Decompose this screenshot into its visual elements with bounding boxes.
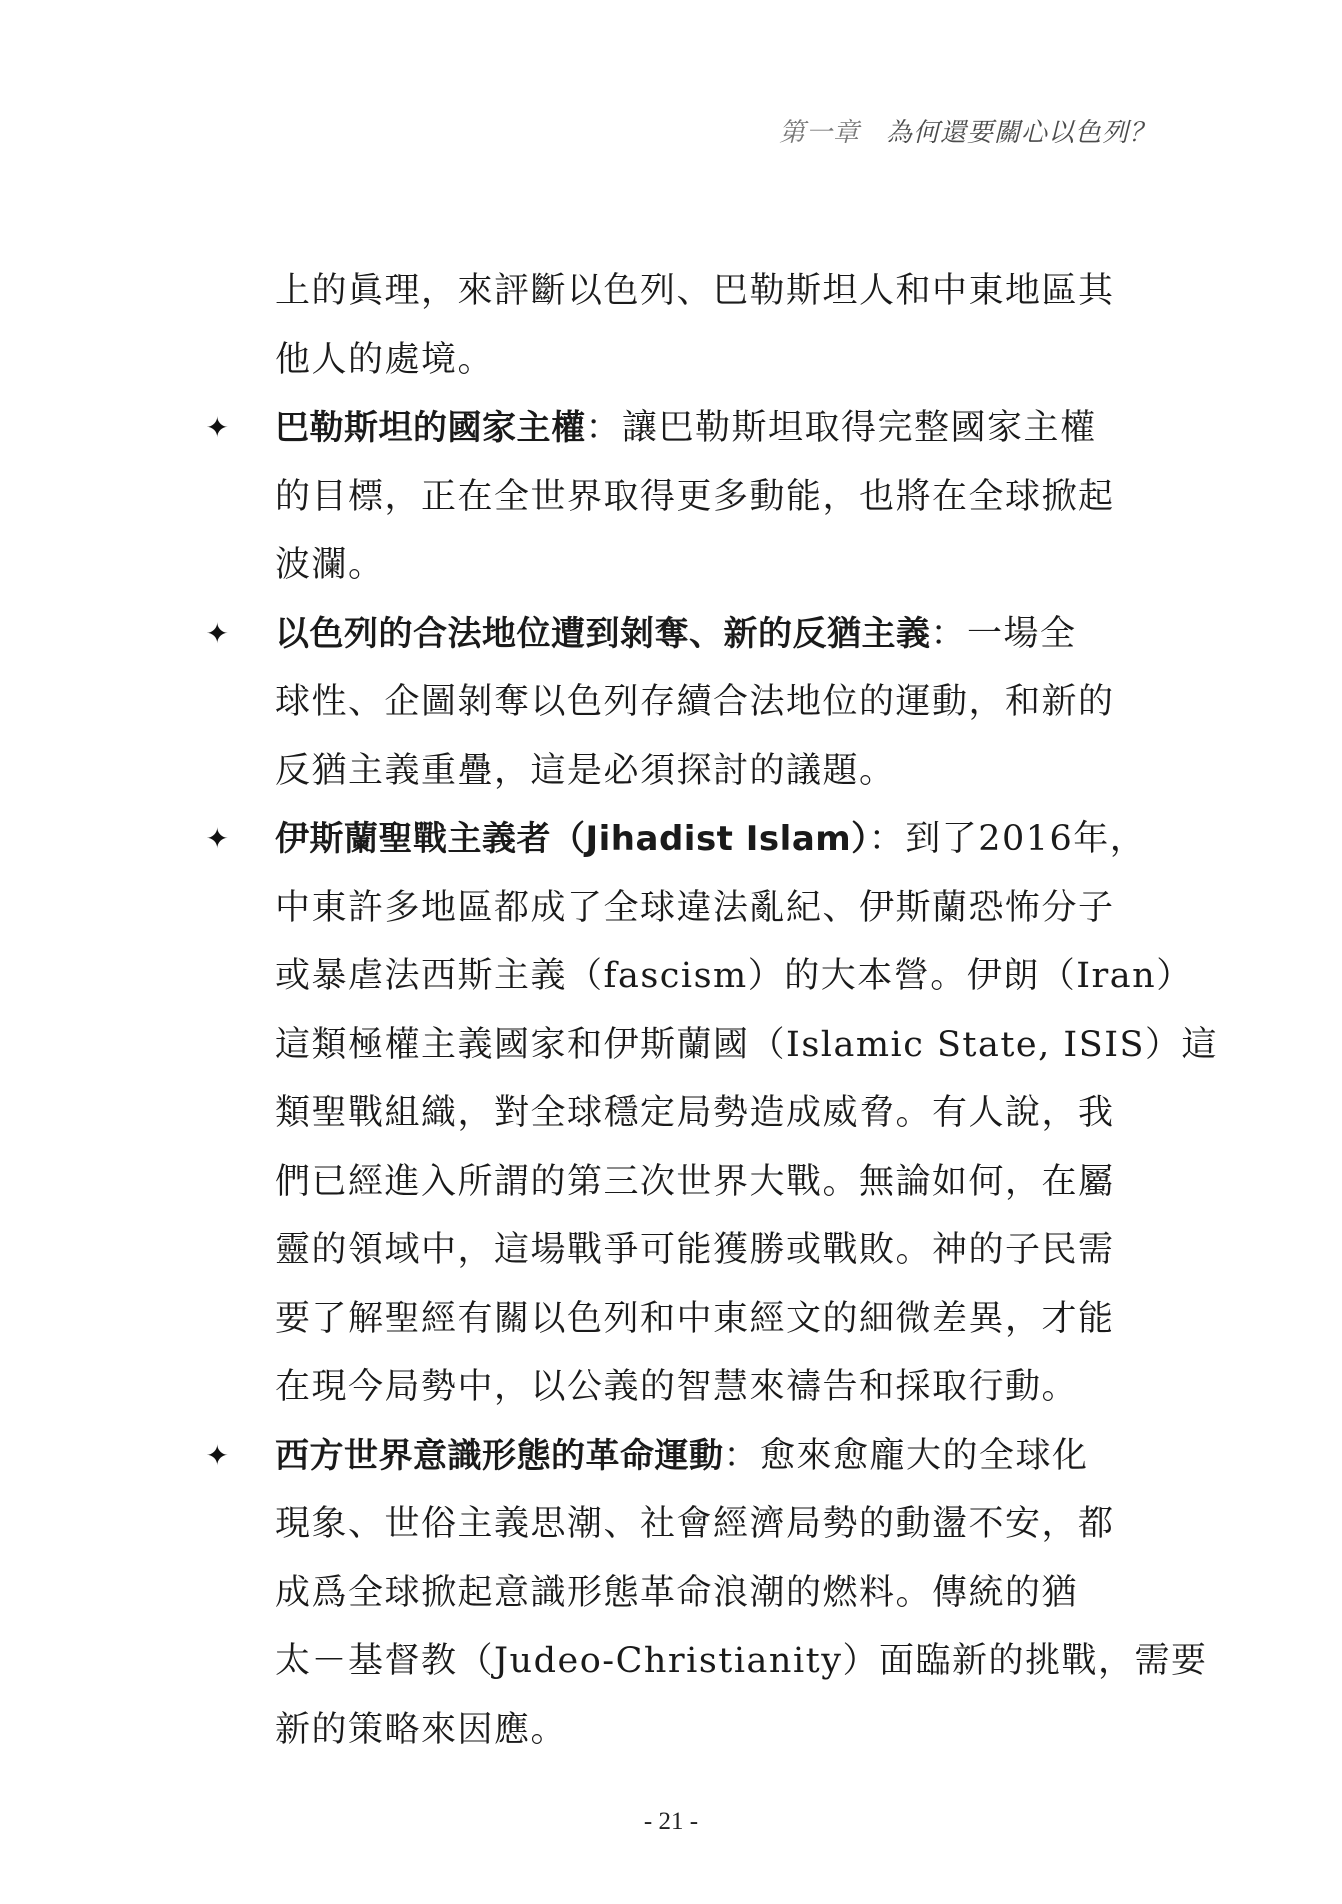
- text-line: 靈的領域中，這場戰爭可能獲勝或戰敗。神的子民需: [275, 1230, 1115, 1270]
- text-line: [275, 805, 1160, 874]
- text-line: 類聖戰組織，對全球穩定局勢造成威脅。有人說，我: [275, 1093, 1115, 1133]
- four-pointed-star-icon: ✦: [205, 822, 231, 855]
- bullet-text: ：到了2016年，: [868, 819, 1147, 859]
- four-pointed-star-icon: ✦: [205, 411, 231, 444]
- bullet-item-palestinian-sovereignty: [205, 394, 1160, 600]
- text-line: 在現今局勢中，以公義的智慧來禱告和採取行動。: [275, 1367, 1079, 1407]
- text-line: 的目標，正在全世界取得更多動能，也將在全球掀起: [275, 476, 1115, 517]
- bullet-text: ：愈來愈龐大的全球化: [723, 1435, 1089, 1476]
- text-line: 新的策略來因應。: [275, 1709, 568, 1750]
- text-line: 成爲全球掀起意識形態革命浪潮的燃料。傳統的猶: [275, 1572, 1079, 1613]
- bullet-text: ：一場全: [930, 613, 1077, 654]
- text-line: [275, 394, 1160, 463]
- text-line: 們已經進入所謂的第三次世界大戰。無論如何，在屬: [275, 1161, 1115, 1202]
- text-line: 或暴虐法西斯主義（fascism）的大本營。伊朗（Iran）: [275, 956, 1193, 996]
- text-line: 球性、企圖剝奪以色列存續合法地位的運動，和新的: [275, 682, 1115, 722]
- page-body: [0, 257, 1342, 1764]
- text-line: 中東許多地區都成了全球違法亂紀、伊斯蘭恐怖分子: [275, 887, 1115, 928]
- text-line: 波瀾。: [275, 545, 385, 585]
- text-line: 他人的處境。: [275, 339, 495, 380]
- bullet-item-ideological-revolution: [205, 1422, 1208, 1765]
- running-header: [779, 112, 1156, 149]
- text-line: 反猶主義重疊，這是必須探討的議題。: [275, 750, 896, 791]
- bullet-heading: 西方世界意識形態的革命運動: [275, 1435, 724, 1476]
- four-pointed-star-icon: ✦: [205, 616, 231, 650]
- text-line: 現象、世俗主義思潮、社會經濟局勢的動盪不安，都: [275, 1504, 1115, 1544]
- text-line: 這類極權主義國家和伊斯蘭國（Islamic State, ISIS）這: [275, 1024, 1219, 1065]
- bullet-heading: 伊斯蘭聖戰主義者（Jihadist Islam）: [275, 819, 869, 859]
- text-line: 要了解聖經有關以色列和中東經文的細微差異，才能: [275, 1298, 1115, 1339]
- chapter-title: 為何還要關心以色列？: [885, 118, 1156, 148]
- text-line: 上的眞理，來評斷以色列、巴勒斯坦人和中東地區其: [275, 271, 1115, 311]
- four-pointed-star-icon: ✦: [205, 1438, 231, 1472]
- bullet-heading: 巴勒斯坦的國家主權: [275, 408, 586, 448]
- chapter-number: 第一章: [778, 118, 860, 148]
- text-line: 太－基督教（Judeo-Christianity）面臨新的挑戰，需要: [275, 1641, 1208, 1681]
- bullet-heading: 以色列的合法地位遭到剝奪、新的反猶主義: [275, 613, 931, 654]
- bullet-item-jihadist-islam: [205, 805, 1219, 1422]
- text-line: [275, 1422, 1160, 1491]
- page-number: - 21 -: [643, 1808, 699, 1835]
- intro-paragraph: [275, 257, 1160, 394]
- bullet-item-delegitimization: [205, 600, 1160, 806]
- text-line: [275, 600, 1160, 669]
- bullet-text: ：讓巴勒斯坦取得完整國家主權: [585, 408, 1097, 448]
